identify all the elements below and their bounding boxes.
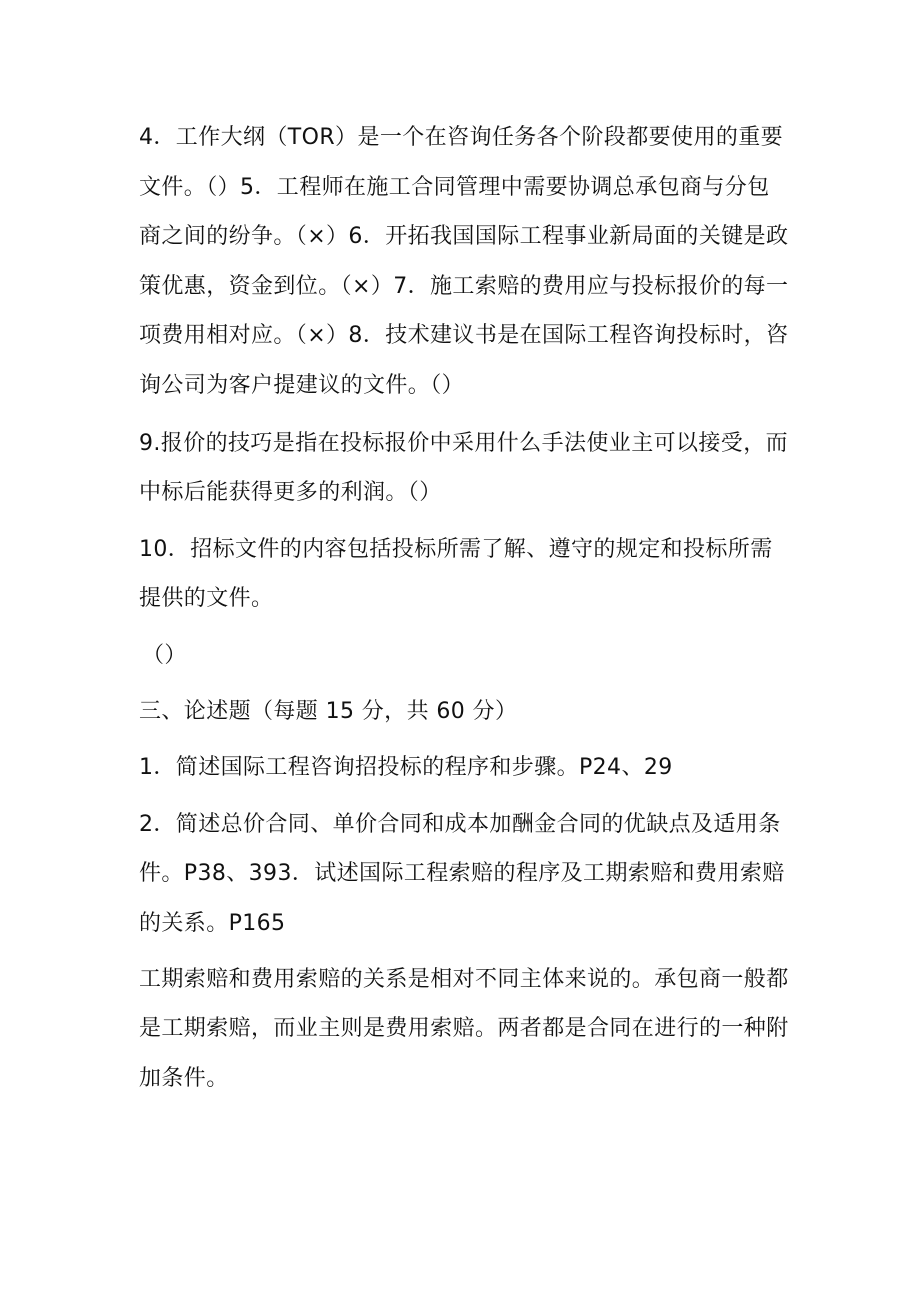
essay-question-2-3: 2．简述总价合同、单价合同和成本加酬金合同的优缺点及适用条件。P38、393．试述国际工程索赔的程序及工期索赔和费用索赔的关系。P165	[139, 811, 785, 936]
essay-question-1: 1．简述国际工程咨询招投标的程序和步骤。P24、29	[139, 755, 673, 781]
answer-blank: （）	[142, 642, 187, 668]
section-heading-essay: 三、论述题（每题 15 分，共 60 分）	[139, 698, 518, 724]
document-page	[139, 113, 789, 1103]
paragraph-true-false-9: 9.报价的技巧是指在投标报价中采用什么手法使业主可以接受，而中标后能获得更多的利润。（）	[139, 430, 788, 506]
answer-paragraph: 工期索赔和费用索赔的关系是相对不同主体来说的。承包商一般都是工期索赔，而业主则是费用索赔。两者都是合同在进行的一种附加条件。	[139, 966, 789, 1091]
paragraph-true-false-4-8: 4．工作大纲（TOR）是一个在咨询任务各个阶段都要使用的重要文件。（）5．工程师在施工合同管理中需要协调总承包商与分包商之间的纷争。（×）6．开拓我国国际工程事业新局面的关键是政策优惠，资金到位。（×）7．施工索赔的费用应与投标报价的每一项费用相对应。（×）8．技术建议书是在国际工程咨询投标时，咨询公司为客户提建议的文件。（）	[139, 125, 789, 398]
paragraph-true-false-10: 10．招标文件的内容包括投标所需了解、遵守的规定和投标所需提供的文件。	[139, 536, 773, 612]
